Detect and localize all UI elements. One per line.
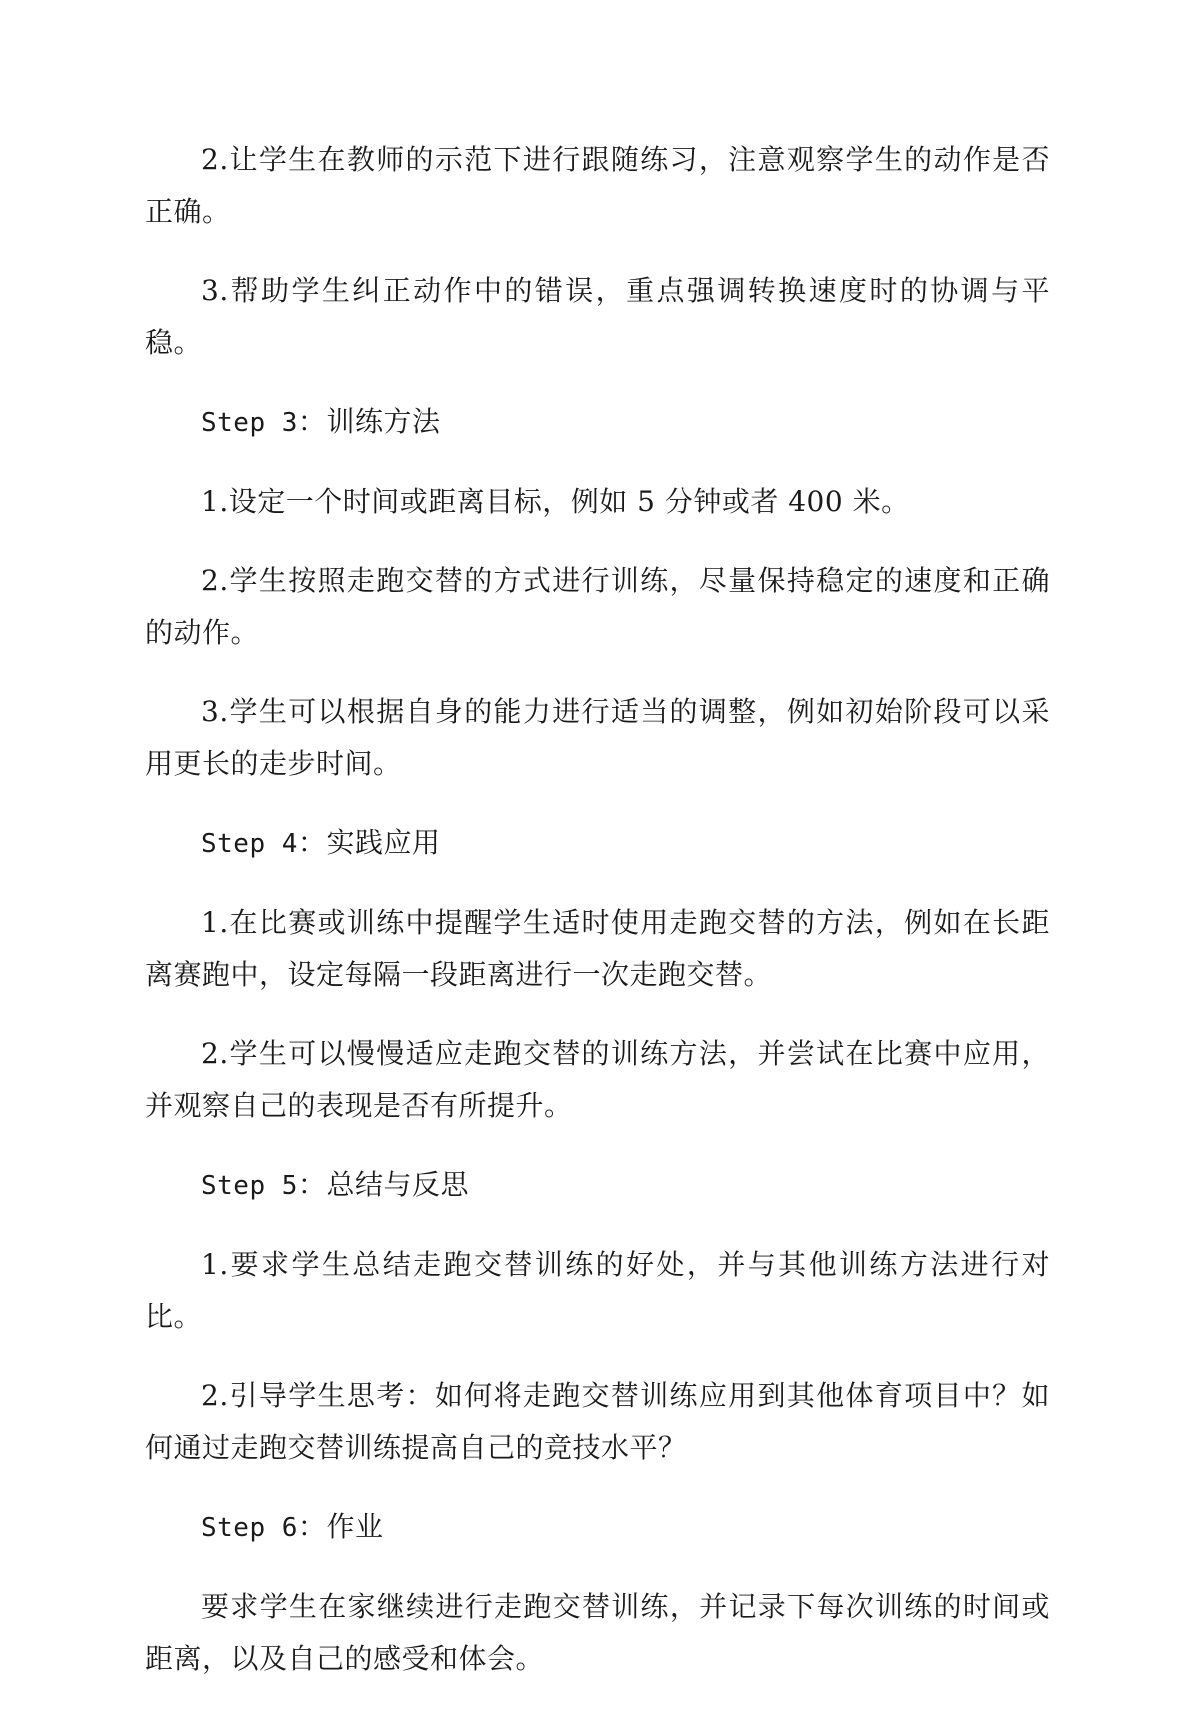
step-5-label: Step 5 — [201, 1171, 298, 1201]
step-4-label: Step 4 — [201, 829, 298, 859]
step-3-separator: ： — [297, 405, 327, 438]
step-5-title: 总结与反思 — [326, 1168, 469, 1201]
paragraph-remind-in-race: 1.在比赛或训练中提醒学生适时使用走跑交替的方法，例如在长距离赛跑中，设定每隔一段距离进行一次走跑交替。 — [145, 906, 1050, 991]
step-3-label: Step 3 — [201, 408, 298, 438]
paragraph-adjust-ability: 3.学生可以根据自身的能力进行适当的调整，例如初始阶段可以采用更长的走步时间。 — [145, 695, 1050, 780]
paragraph-set-target: 1.设定一个时间或距离目标，例如 5 分钟或者 400 米。 — [201, 485, 910, 518]
step-4-heading — [145, 817, 1050, 870]
step-5-heading — [145, 1159, 1050, 1212]
step-6-label: Step 6 — [201, 1513, 298, 1543]
paragraph-guide-thinking: 2.引导学生思考：如何将走跑交替训练应用到其他体育项目中？如何通过走跑交替训练提高自己的竞技水平？ — [145, 1379, 1050, 1464]
paragraph-follow-practice: 2.让学生在教师的示范下进行跟随练习，注意观察学生的动作是否正确。 — [145, 143, 1050, 228]
step-6-title: 作业 — [326, 1510, 384, 1543]
step-3-title: 训练方法 — [326, 405, 441, 438]
step-5-separator: ： — [297, 1168, 327, 1201]
paragraph-summarize-benefits: 1.要求学生总结走跑交替训练的好处，并与其他训练方法进行对比。 — [145, 1248, 1050, 1333]
paragraph-alternate-training: 2.学生按照走跑交替的方式进行训练，尽量保持稳定的速度和正确的动作。 — [145, 564, 1050, 649]
paragraph-correct-errors: 3.帮助学生纠正动作中的错误，重点强调转换速度时的协调与平稳。 — [145, 274, 1050, 359]
step-4-title: 实践应用 — [326, 826, 441, 859]
step-4-separator: ： — [297, 826, 327, 859]
step-3-heading — [145, 396, 1050, 449]
paragraph-adapt-method: 2.学生可以慢慢适应走跑交替的训练方法，并尝试在比赛中应用，并观察自己的表现是否有所提升。 — [145, 1037, 1050, 1122]
step-6-separator: ： — [297, 1510, 327, 1543]
step-6-heading — [145, 1501, 1050, 1554]
paragraph-homework: 要求学生在家继续进行走跑交替训练，并记录下每次训练的时间或距离，以及自己的感受和体会。 — [145, 1590, 1050, 1675]
document-body — [145, 134, 1050, 1712]
